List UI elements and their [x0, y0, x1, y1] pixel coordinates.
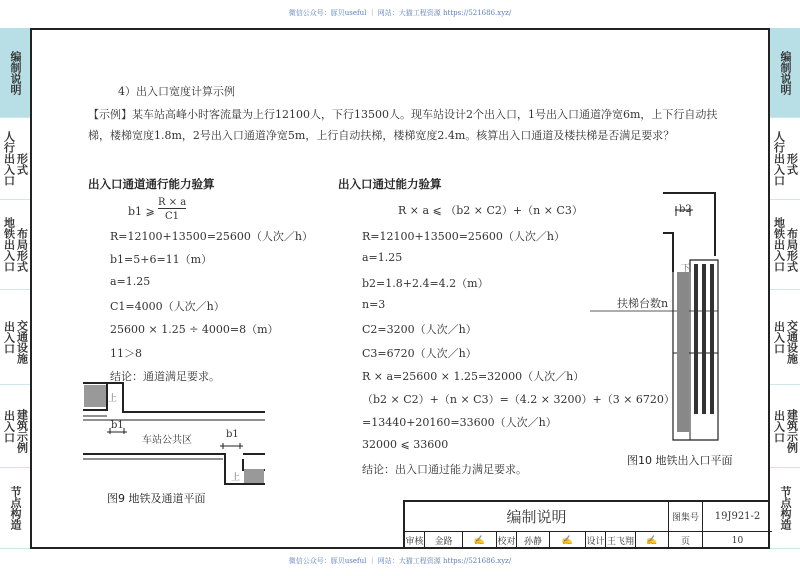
fig9-stair-bottom: [244, 469, 264, 483]
side-tab-label: 人行出入口: [772, 131, 786, 186]
left-calc-line: 25600 × 1.25 ÷ 4000=8（m）: [110, 323, 279, 337]
side-tab-1[interactable]: [770, 118, 800, 200]
side-tab-label: 交通设施: [785, 320, 799, 364]
example-text: 某车站高峰小时客流量为上行12100人，下行13500人。现车站设计2个出入口，1号出入口通道净宽6m，上下行自动扶梯，楼梯宽度1.8m，2号出入口通道净宽5m，上行自动扶梯，楼梯宽度2.4m。核算出入口通道及楼扶梯是否满足要求？: [88, 108, 718, 142]
fig9-caption: 图9 地铁及通道平面: [107, 492, 206, 505]
left-calc-line: 11＞8: [110, 346, 142, 360]
left-formula-den: C1: [164, 211, 179, 222]
left-calc-heading: 出入口通道通行能力验算: [88, 177, 215, 191]
fig10-dim-b2: b2: [679, 204, 692, 215]
right-calc-line: a=1.25: [362, 251, 403, 265]
fig9-up-label-a: 上: [108, 394, 118, 404]
page-number: 10: [731, 535, 744, 546]
fig10-drawing: [590, 180, 770, 470]
side-tab-4[interactable]: [0, 385, 30, 468]
fig10-down-label: 下: [681, 264, 691, 274]
fig9-up-label-b: 上: [231, 473, 241, 483]
checker-signature: ✍: [550, 532, 586, 549]
side-tab-label: 人行出入口: [2, 131, 16, 186]
left-formula-num: R × a: [158, 197, 187, 208]
review-label: 审核: [405, 532, 425, 549]
side-tab-2[interactable]: [0, 200, 30, 290]
design-label: 设计: [586, 532, 606, 549]
designer-name: 王飞翔: [606, 532, 636, 549]
side-tab-label: 编制说明: [779, 50, 792, 95]
side-tab-0[interactable]: [770, 28, 800, 118]
side-tab-label: 地铁出入口: [772, 217, 786, 272]
side-tab-label: 建筑示例: [15, 409, 29, 453]
side-tab-0[interactable]: [0, 28, 30, 118]
side-tab-2[interactable]: [770, 200, 800, 290]
fig9-area-label: 车站公共区: [142, 435, 192, 446]
right-calc-line: =13440+20160=33600（人次／h）: [362, 416, 557, 430]
checker-name: 孙静: [517, 532, 550, 549]
side-tabs-right: [770, 28, 800, 549]
side-tab-label: 地铁出入口: [2, 217, 16, 272]
side-tab-label: 形式: [785, 152, 799, 175]
page-label: 页: [669, 532, 703, 549]
side-tab-label: 出入口: [2, 409, 16, 443]
fig10-stair: [677, 272, 689, 432]
example-paragraph: [88, 104, 728, 146]
side-tab-1[interactable]: [0, 118, 30, 200]
side-tab-label: 交通设施: [15, 320, 29, 364]
side-tab-label: 建筑示例: [785, 409, 799, 453]
side-tab-label: 布局形式: [15, 227, 29, 272]
check-label: 校对: [497, 532, 517, 549]
watermark-top: 微信公众号：豚贝useful ｜ 网站：大猫工程资源 https://521686.xyz/: [288, 9, 512, 17]
atlas-label: 图集号: [669, 502, 703, 532]
atlas-number: 19J921-2: [703, 502, 772, 532]
watermark-bottom: 微信公众号：豚贝useful ｜ 网站：大猫工程资源 https://521686.xyz/: [288, 557, 512, 565]
reviewer-signature: ✍: [463, 532, 497, 549]
side-tab-4[interactable]: [770, 385, 800, 468]
fig10-leader-label: 扶梯台数n: [617, 297, 669, 310]
right-calc-line: 32000 ⩽ 33600: [362, 437, 449, 451]
left-formula-lhs: b1 ⩾: [128, 205, 155, 218]
left-calc-line: b1=5+6=11（m）: [110, 253, 213, 267]
right-calc-line: R × a=25600 × 1.25=32000（人次／h）: [362, 369, 585, 383]
side-tab-5[interactable]: [770, 468, 800, 549]
side-tab-label: 节点构造: [9, 486, 22, 530]
side-tab-label: 节点构造: [779, 486, 792, 530]
fig9-dim-b1-a: b1: [111, 420, 124, 431]
section-title: 4）出入口宽度计算示例: [118, 85, 235, 98]
right-calc-line: 结论：出入口通过能力满足要求。: [362, 463, 527, 476]
side-tab-label: 出入口: [2, 320, 16, 354]
right-calc-line: C3=6720（人次／h）: [362, 346, 477, 360]
side-tab-label: 形式: [15, 152, 29, 175]
side-tab-label: 出入口: [772, 320, 786, 354]
side-tab-label: 出入口: [772, 409, 786, 443]
side-tab-label: 布局形式: [785, 227, 799, 272]
left-calc-line: 结论：通道满足要求。: [110, 369, 220, 383]
side-tab-3[interactable]: [770, 290, 800, 385]
side-tab-label: 编制说明: [9, 50, 22, 95]
right-calc-line: R=12100+13500=25600（人次／h）: [362, 230, 565, 243]
right-calc-line: b2=1.8+2.4=4.2（m）: [362, 276, 489, 290]
example-tag: 【示例】: [88, 108, 132, 121]
title-block-title: 编制说明: [405, 502, 669, 532]
left-calc-line: R=12100+13500=25600（人次／h）: [110, 230, 313, 243]
fig10-caption: 图10 地铁出入口平面: [627, 454, 733, 467]
right-calc-line: n=3: [362, 297, 386, 311]
right-formula: R × a ⩽ （b2 × C2）+（n × C3）: [398, 204, 583, 217]
side-tab-5[interactable]: [0, 468, 30, 549]
reviewer-name: 金路: [425, 532, 463, 549]
right-calc-line: C2=3200（人次／h）: [362, 323, 477, 337]
fig9-stair-top: [84, 385, 106, 407]
title-block: [403, 500, 770, 549]
left-calc-line: a=1.25: [110, 274, 151, 288]
right-calc-heading: 出入口通过能力验算: [338, 177, 442, 191]
side-tabs-left: [0, 28, 30, 549]
designer-signature: ✍: [636, 532, 669, 549]
right-calc-line: （b2 × C2）+（n × C3）=（4.2 × 3200）+（3 × 6720）: [362, 393, 675, 407]
side-tab-3[interactable]: [0, 290, 30, 385]
left-calc-line: C1=4000（人次／h）: [110, 299, 225, 313]
fig9-dim-b1-b: b1: [226, 429, 239, 440]
